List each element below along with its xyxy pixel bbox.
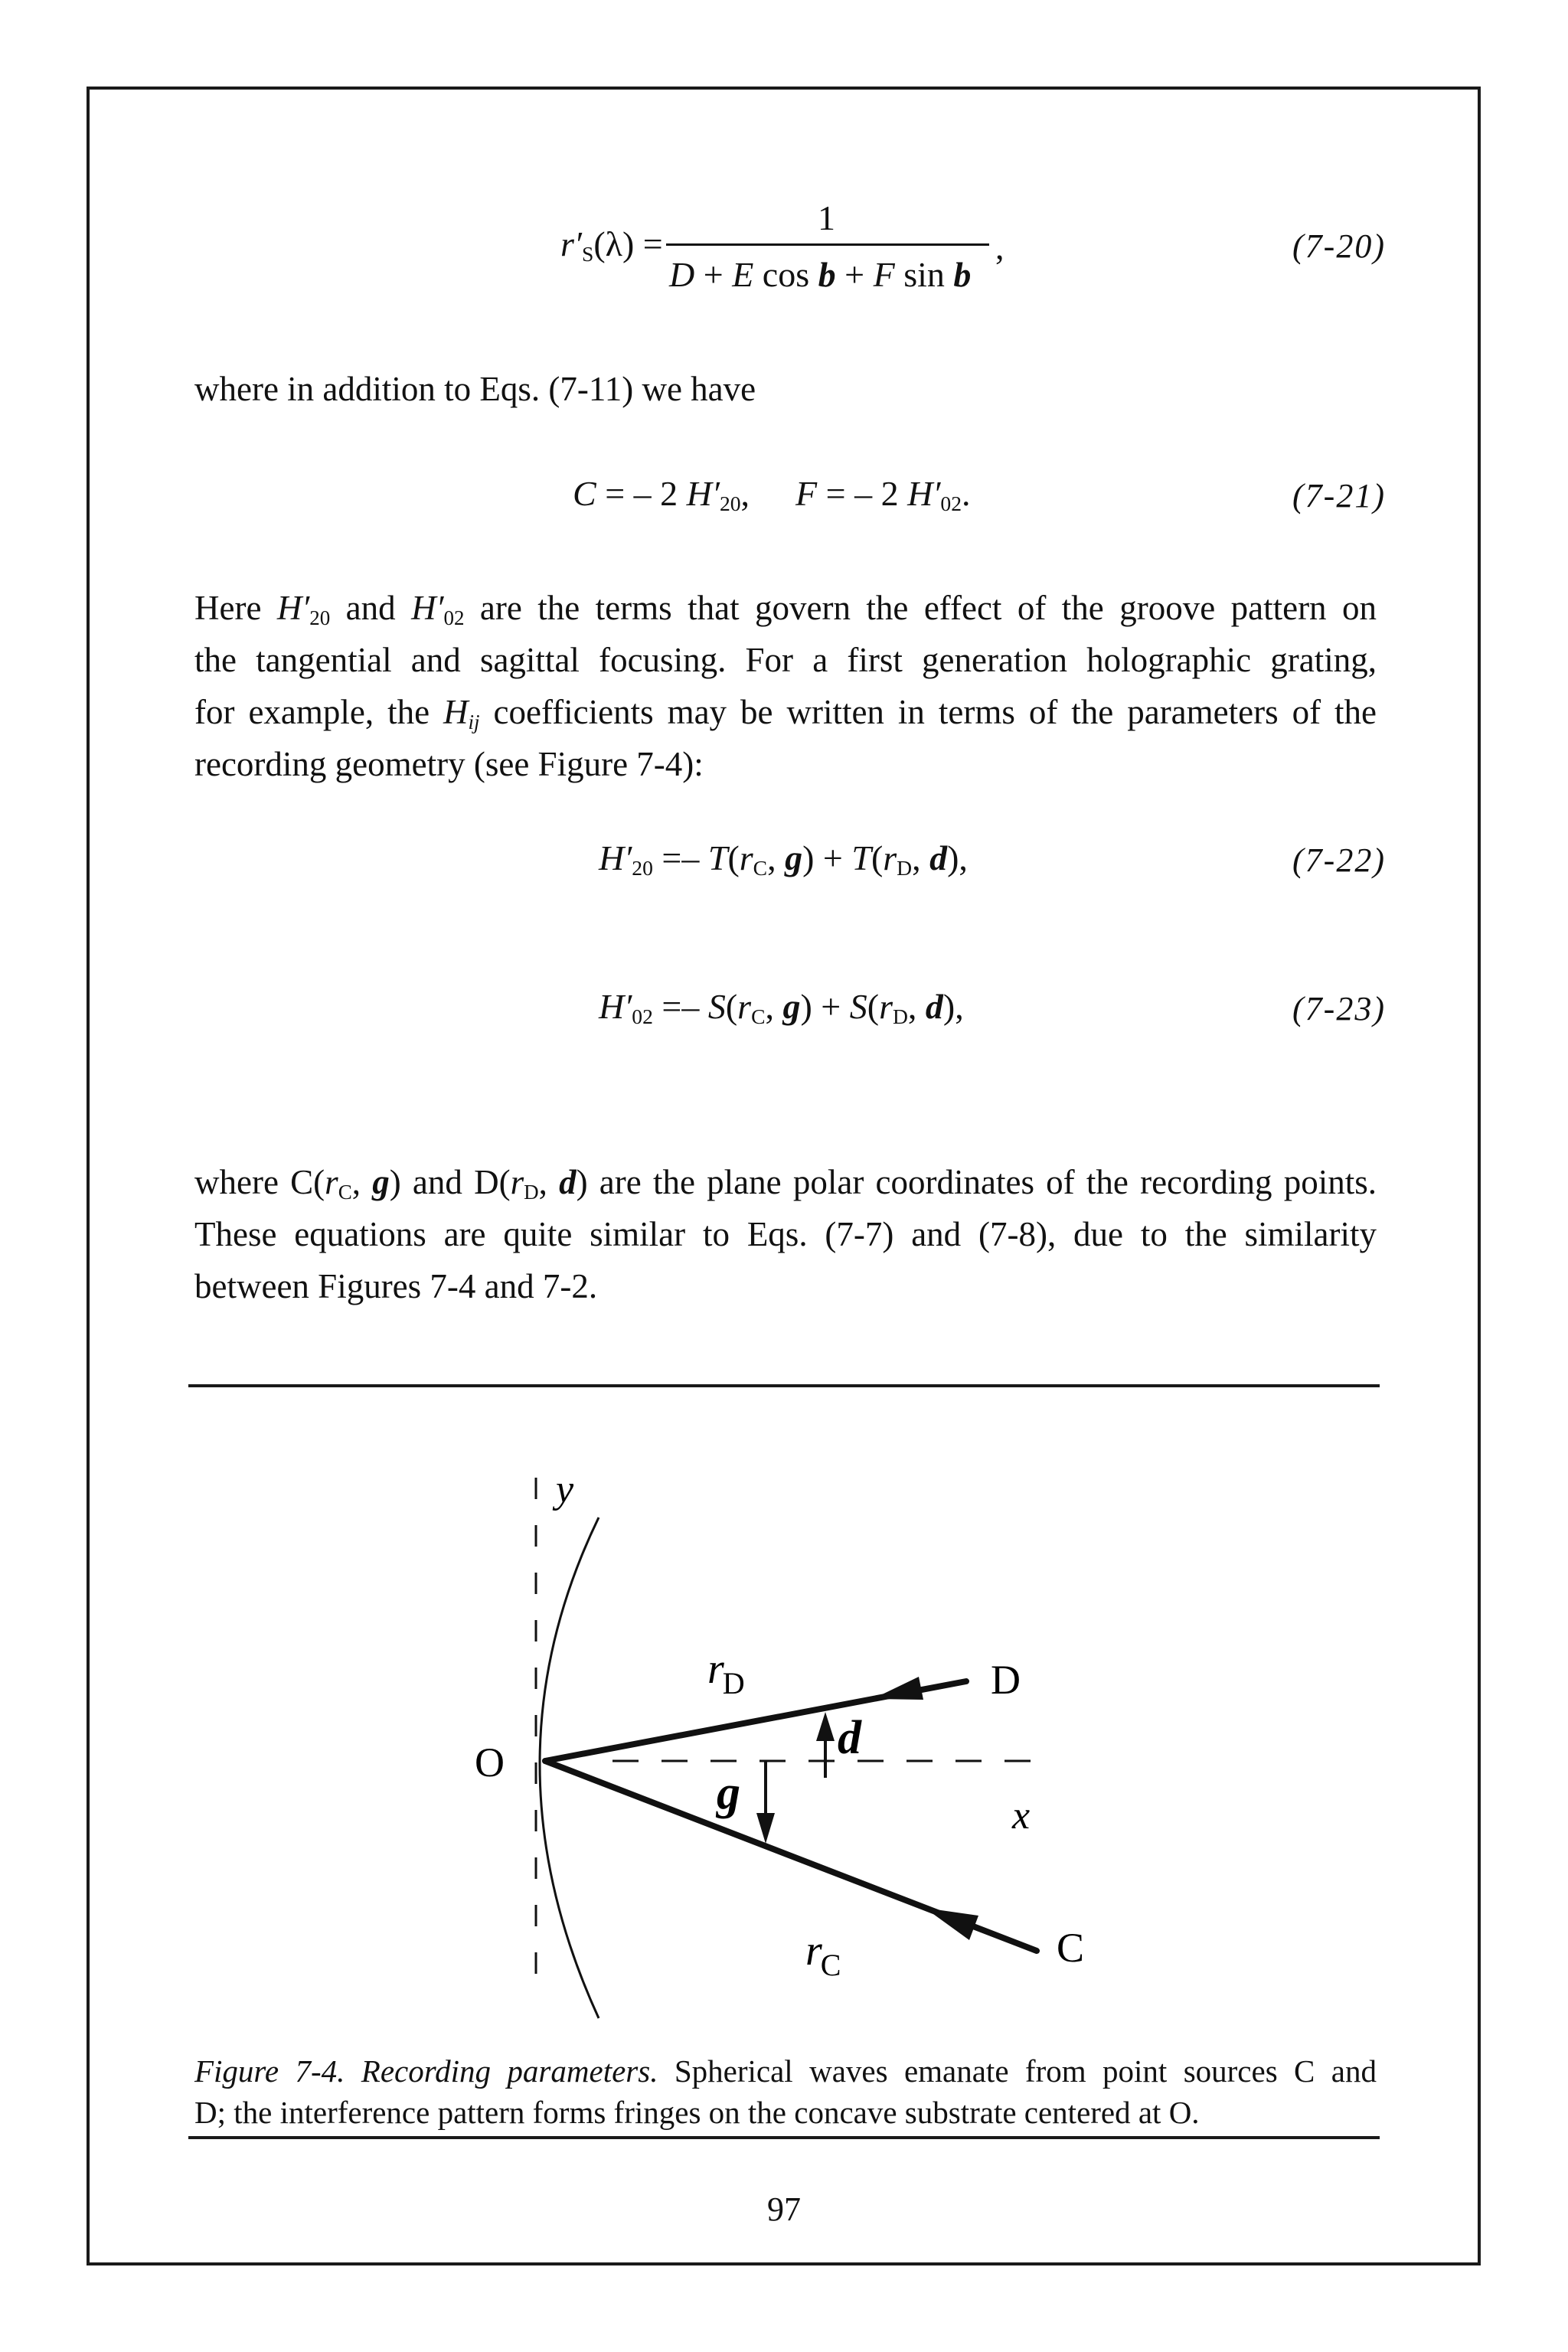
point-c-label: C bbox=[1057, 1925, 1085, 1971]
figure-bottom-rule bbox=[188, 2136, 1380, 2139]
rc-label: rC bbox=[805, 1927, 841, 1982]
x-axis-label: x bbox=[1012, 1794, 1031, 1838]
paragraph-recording-points: where $C(r_C$, g) and $D(r_D$, d) are the plane polar coordinates of the recording points. These equations are quite similar to Eqs. (7-7) and (7-8), due to the similarity between Figures 7-4 and 7-2. bbox=[194, 1163, 1377, 1305]
angle-d-label: d bbox=[838, 1712, 861, 1764]
equation-7-20-comma: , bbox=[995, 227, 1004, 266]
equation-7-20-denominator: D + E cos b + F sin b bbox=[669, 255, 972, 294]
equation-7-20-numerator: 1 bbox=[818, 198, 835, 237]
equation-7-22: $H'_{20} =- T(r_C$, $g) + T(r_D$, d), bbox=[599, 838, 968, 880]
equation-number-7-20: (7-20) bbox=[1292, 227, 1386, 265]
equation-number-7-23: (7-23) bbox=[1292, 990, 1386, 1027]
equation-number-7-21: (7-21) bbox=[1292, 477, 1386, 514]
figure-caption: Figure 7-4. Recording parameters. Spherical waves emanate from point sources C and D; the interference pattern forms fringes on the concave substrate centered at O. bbox=[194, 2053, 1377, 2130]
angle-g-label: g bbox=[717, 1767, 740, 1819]
y-axis-label: y bbox=[556, 1468, 574, 1511]
point-d-label: D bbox=[991, 1657, 1021, 1703]
paragraph-hij-coefficients: Here $H'_{20}$ and $H'_{02}$ are the terms that govern the effect of the groove pattern on the tangential and sagittal focusing. For a first generation holographic grating, for example, the $H_{ij}$ coefficients may be written in terms of the parameters of the recording geometry (see Figure 7-4): bbox=[194, 589, 1377, 783]
rd-label: rD bbox=[707, 1645, 745, 1700]
origin-label: O bbox=[475, 1740, 505, 1785]
equation-7-20: $r'_S(\lambda)$ = bbox=[560, 224, 663, 266]
page-number: 97 bbox=[767, 2190, 801, 2228]
caption-title: Figure 7-4. Recording parameters. bbox=[194, 2053, 658, 2089]
equation-number-7-22: (7-22) bbox=[1292, 841, 1386, 879]
arrow-to-c bbox=[925, 1908, 978, 1940]
equation-7-21: C = – 2 $H'_{20}$, F = – 2 $H'_{02}$. bbox=[573, 474, 971, 515]
text-where-addition: where in addition to Eqs. (7-11) we have bbox=[194, 370, 756, 408]
arrow-to-d bbox=[873, 1677, 923, 1700]
equation-7-23: $H'_{02} =- S(r_C$, $g) + S(r_D$, d), bbox=[599, 987, 964, 1028]
